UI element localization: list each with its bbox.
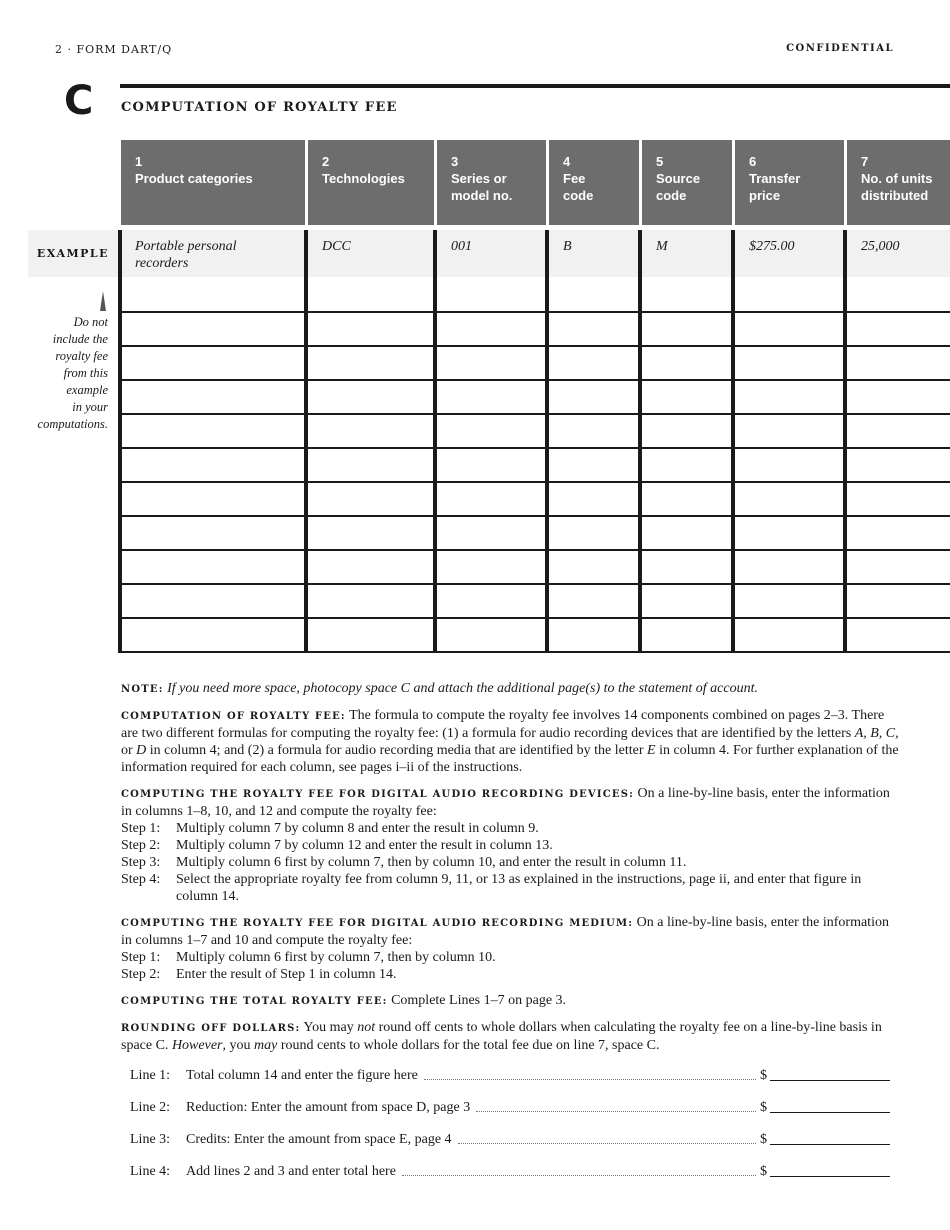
dollar-sign: $ — [760, 1100, 767, 1115]
note-paragraph — [121, 680, 901, 698]
entry-cell[interactable] — [735, 380, 844, 412]
entry-cell[interactable] — [121, 584, 305, 616]
entry-cell[interactable] — [642, 346, 732, 378]
section-letter: C — [64, 78, 94, 124]
entry-cell[interactable] — [549, 380, 639, 412]
leader-dots — [402, 1175, 756, 1176]
amount-field[interactable] — [770, 1176, 890, 1177]
entry-cell[interactable] — [549, 550, 639, 582]
entry-cell[interactable] — [549, 346, 639, 378]
rounding-may: may — [253, 1038, 278, 1053]
entry-cell[interactable] — [549, 618, 639, 650]
step-text: Enter the result of Step 1 in column 14. — [176, 967, 397, 982]
column-header-3 — [437, 140, 546, 225]
amount-field[interactable] — [770, 1112, 890, 1113]
entry-cell[interactable] — [847, 550, 950, 582]
column-label: Transfer price — [749, 171, 801, 203]
entry-cell[interactable] — [735, 618, 844, 650]
column-header-7 — [847, 140, 950, 225]
entry-cell[interactable] — [308, 312, 434, 344]
entry-cell[interactable] — [437, 414, 546, 446]
step-item — [121, 966, 901, 983]
medium-intro: On a line-by-line basis, enter the information in columns 1–7 and 10 and compute the royalty fee: — [121, 915, 889, 948]
dollar-sign: $ — [760, 1132, 767, 1147]
column-number: 4 — [563, 154, 571, 169]
leader-dots — [424, 1079, 756, 1080]
computation-text-2: in column 4; and (2) a formula for audio recording media that are identified by the letter — [146, 743, 648, 758]
entry-cell[interactable] — [308, 380, 434, 412]
entry-cell[interactable] — [437, 278, 546, 310]
fee-line-3 — [130, 1128, 890, 1148]
column-number: 2 — [322, 154, 330, 169]
letter-e: E — [647, 743, 656, 758]
entry-cell[interactable] — [642, 380, 732, 412]
entry-cell[interactable] — [549, 448, 639, 480]
leader-dots — [458, 1143, 756, 1144]
dollar-sign: $ — [760, 1068, 767, 1083]
example-row — [118, 230, 950, 277]
leader-dots — [476, 1111, 756, 1112]
step-label: Step 2: — [121, 967, 161, 982]
step-item — [121, 871, 901, 905]
side-note: Do not include the royalty fee from this example in your computations. — [37, 315, 108, 431]
entry-cell[interactable] — [437, 618, 546, 650]
column-header-4 — [549, 140, 639, 225]
rounding-text-2: round off cents to whole dollars when calculating the royalty fee on a line-by-line basis in space C. — [121, 1020, 882, 1053]
letter-d: D — [136, 743, 147, 758]
example-cell-7: 25,000 — [861, 239, 900, 254]
devices-intro: On a line-by-line basis, enter the information in columns 1–8, 10, and 12 and compute the royalty fee: — [121, 786, 890, 819]
column-header-2 — [308, 140, 434, 225]
entry-cell[interactable] — [308, 346, 434, 378]
entry-cell[interactable] — [437, 584, 546, 616]
entry-cell[interactable] — [642, 414, 732, 446]
computation-text: The formula to compute the royalty fee involves 14 components combined on pages 2–3. There are two different formulas for computing the royalty fee: (1) a formula for audio recording devices that are identified by the letters — [121, 708, 885, 741]
entry-cell[interactable] — [735, 584, 844, 616]
entry-cell[interactable] — [549, 482, 639, 514]
section-title: COMPUTATION OF ROYALTY FEE — [121, 100, 398, 115]
entry-cell[interactable] — [437, 550, 546, 582]
step-text: Multiply column 7 by column 12 and enter the result in column 13. — [176, 838, 553, 853]
total-paragraph — [121, 992, 901, 1010]
total-label: COMPUTING THE TOTAL ROYALTY FEE: — [121, 996, 388, 1007]
entry-cell[interactable] — [121, 448, 305, 480]
rounding-not: not — [357, 1020, 376, 1035]
entry-cell[interactable] — [847, 278, 950, 310]
rounding-text-4: round cents to whole dollars for the total fee due on line 7, space C. — [277, 1038, 660, 1053]
top-rule — [120, 84, 950, 88]
step-item — [121, 949, 901, 966]
computation-text-3: in column 4. For further explanation of the information required for each column, see pages i–ii of the instructions. — [121, 743, 899, 775]
step-item — [121, 820, 901, 837]
entry-cell[interactable] — [735, 414, 844, 446]
step-label: Step 4: — [121, 872, 161, 887]
column-label: Fee code — [563, 171, 594, 203]
entry-cell[interactable] — [847, 584, 950, 616]
entry-cell[interactable] — [642, 584, 732, 616]
rounding-however: However — [171, 1038, 223, 1053]
line-label: Line 1: — [130, 1068, 171, 1083]
entry-cell[interactable] — [121, 550, 305, 582]
entry-cell[interactable] — [735, 312, 844, 344]
step-label: Step 1: — [121, 950, 161, 965]
entry-cell[interactable] — [735, 516, 844, 548]
entry-cell[interactable] — [121, 516, 305, 548]
column-header-6 — [735, 140, 844, 225]
entry-cell[interactable] — [642, 618, 732, 650]
arrow-up-icon — [100, 291, 106, 311]
entry-cell[interactable] — [308, 278, 434, 310]
entry-cell[interactable] — [437, 516, 546, 548]
line-description: Total column 14 and enter the figure here — [186, 1068, 418, 1083]
entry-cell[interactable] — [642, 312, 732, 344]
medium-label: COMPUTING THE ROYALTY FEE FOR DIGITAL AUDIO RECORDING MEDIUM: — [121, 918, 634, 929]
step-text: Select the appropriate royalty fee from column 9, 11, or 13 as explained in the instructions, page ii, and enter that figure in column 14. — [176, 872, 862, 904]
step-text: Multiply column 6 first by column 7, then by column 10. — [176, 950, 496, 965]
step-label: Step 3: — [121, 855, 161, 870]
or-text: or — [121, 743, 137, 758]
note-text: If you need more space, photocopy space C and attach the additional page(s) to the statement of account. — [167, 681, 758, 696]
entry-cell[interactable] — [437, 312, 546, 344]
amount-field[interactable] — [770, 1080, 890, 1081]
column-number: 3 — [451, 154, 459, 169]
line-label: Line 3: — [130, 1132, 171, 1147]
entry-cell[interactable] — [308, 618, 434, 650]
entry-cell[interactable] — [847, 482, 950, 514]
example-cell-5: M — [656, 239, 668, 254]
entry-cell[interactable] — [121, 278, 305, 310]
column-number: 7 — [861, 154, 869, 169]
example-cell-6: $275.00 — [749, 239, 795, 254]
entry-cell[interactable] — [308, 584, 434, 616]
fee-line-1 — [130, 1064, 890, 1084]
devices-paragraph — [121, 785, 901, 905]
entry-cell[interactable] — [437, 448, 546, 480]
computation-paragraph — [121, 707, 901, 776]
entry-cell[interactable] — [549, 312, 639, 344]
column-header-5 — [642, 140, 732, 225]
table-header — [118, 140, 950, 225]
entry-cell[interactable] — [549, 584, 639, 616]
entry-cell[interactable] — [847, 380, 950, 412]
entry-cell[interactable] — [847, 414, 950, 446]
medium-paragraph — [121, 914, 901, 983]
entry-cell[interactable] — [735, 550, 844, 582]
rounding-label: ROUNDING OFF DOLLARS: — [121, 1023, 301, 1034]
example-cell-2: DCC — [322, 239, 351, 254]
entry-cell[interactable] — [121, 380, 305, 412]
entry-cell[interactable] — [549, 278, 639, 310]
total-text: Complete Lines 1–7 on page 3. — [387, 993, 567, 1008]
note-label: NOTE: — [121, 684, 164, 695]
entry-cell[interactable] — [847, 346, 950, 378]
entry-cell[interactable] — [121, 414, 305, 446]
fee-line-2 — [130, 1096, 890, 1116]
confidential-label: CONFIDENTIAL — [786, 43, 894, 54]
letters-abc: A, B, C, — [854, 726, 899, 741]
example-cell-3: 001 — [451, 239, 472, 254]
entry-cell[interactable] — [121, 482, 305, 514]
fee-line-4 — [130, 1160, 890, 1180]
entry-cell[interactable] — [121, 312, 305, 344]
row-divider — [118, 651, 950, 653]
column-label: Source code — [656, 171, 701, 203]
entry-cell[interactable] — [642, 448, 732, 480]
column-number: 6 — [749, 154, 757, 169]
column-label: Technologies — [322, 171, 405, 186]
line-label: Line 2: — [130, 1100, 171, 1115]
form-page-label: 2 · FORM DART/Q — [55, 43, 173, 56]
column-label: Series or model no. — [451, 171, 513, 203]
amount-field[interactable] — [770, 1144, 890, 1145]
entry-cell[interactable] — [847, 312, 950, 344]
line-description: Credits: Enter the amount from space E, page 4 — [186, 1132, 452, 1147]
instructions — [121, 680, 901, 1063]
example-label: EXAMPLE — [28, 230, 118, 277]
column-number: 5 — [656, 154, 664, 169]
line-description: Add lines 2 and 3 and enter total here — [186, 1164, 396, 1179]
example-cell-1: Portable personal recorders — [135, 239, 237, 271]
entry-cell[interactable] — [308, 448, 434, 480]
entry-cell[interactable] — [308, 550, 434, 582]
entry-cell[interactable] — [437, 482, 546, 514]
entry-cell[interactable] — [735, 482, 844, 514]
step-text: Multiply column 7 by column 8 and enter the result in column 9. — [176, 821, 539, 836]
entry-cell[interactable] — [847, 516, 950, 548]
step-text: Multiply column 6 first by column 7, then by column 10, and enter the result in column 11. — [176, 855, 687, 870]
entry-cell[interactable] — [642, 482, 732, 514]
rounding-text-1: You may — [300, 1020, 358, 1035]
entry-cell[interactable] — [437, 380, 546, 412]
column-label: Product categories — [135, 171, 253, 186]
column-label: No. of units distributed — [861, 171, 933, 203]
step-label: Step 2: — [121, 838, 161, 853]
step-item — [121, 837, 901, 854]
dollar-sign: $ — [760, 1164, 767, 1179]
entry-cell[interactable] — [642, 516, 732, 548]
column-header-1 — [121, 140, 305, 225]
entry-cell[interactable] — [549, 516, 639, 548]
example-cell-4: B — [563, 239, 572, 254]
entry-cell[interactable] — [308, 414, 434, 446]
entry-cell[interactable] — [642, 278, 732, 310]
devices-label: COMPUTING THE ROYALTY FEE FOR DIGITAL AUDIO RECORDING DEVICES: — [121, 789, 635, 800]
entry-cell[interactable] — [735, 346, 844, 378]
line-label: Line 4: — [130, 1164, 171, 1179]
entry-cell[interactable] — [308, 516, 434, 548]
step-item — [121, 854, 901, 871]
entry-cell[interactable] — [642, 550, 732, 582]
entry-cell[interactable] — [735, 278, 844, 310]
step-label: Step 1: — [121, 821, 161, 836]
entry-cell[interactable] — [847, 618, 950, 650]
column-number: 1 — [135, 154, 143, 169]
rounding-paragraph — [121, 1019, 901, 1054]
entry-cell[interactable] — [121, 346, 305, 378]
entry-cell[interactable] — [735, 448, 844, 480]
entry-cell[interactable] — [549, 414, 639, 446]
computation-label: COMPUTATION OF ROYALTY FEE: — [121, 711, 346, 722]
line-description: Reduction: Enter the amount from space D, page 3 — [186, 1100, 471, 1115]
entry-cell[interactable] — [308, 482, 434, 514]
rounding-text-3: , you — [222, 1038, 254, 1053]
entry-cell[interactable] — [847, 448, 950, 480]
entry-cell[interactable] — [121, 618, 305, 650]
entry-cell[interactable] — [437, 346, 546, 378]
